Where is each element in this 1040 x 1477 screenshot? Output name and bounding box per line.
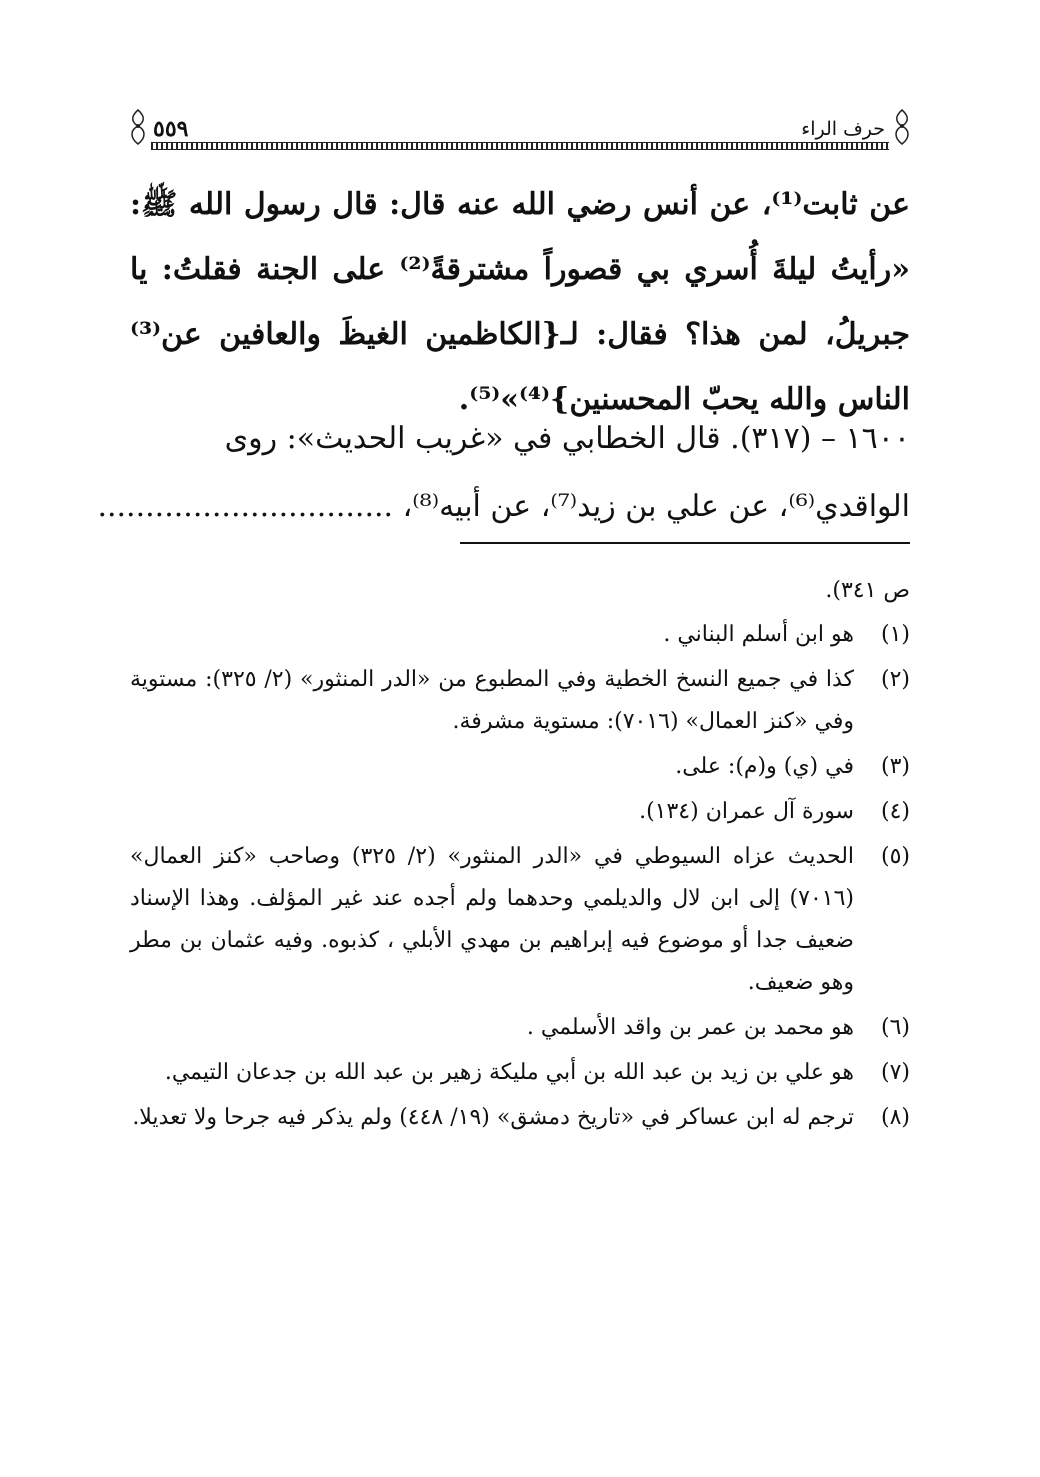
- footnotes: [130, 570, 910, 1142]
- footnote-text: ترجم له ابن عساكر في «تاريخ دمشق» (١٩/ ٤٤٨) ولم يذكر فيه جرحا ولا تعديلا.: [132, 1105, 854, 1130]
- ornament-icon: [125, 108, 151, 146]
- footnote-item: [130, 614, 910, 656]
- footnote-separator: [460, 542, 910, 544]
- footnote-item: [130, 1052, 910, 1094]
- footnote-number: (٧): [880, 1060, 910, 1085]
- header-rule: [151, 142, 889, 150]
- footnote-continuation: ص ٣٤١).: [825, 578, 910, 603]
- entry-line-2: الواقدي⁽⁶⁾، عن علي بن زيد⁽⁷⁾، عن أبيه⁽⁸⁾، ...............................: [97, 489, 910, 524]
- footnote-text: سورة آل عمران (١٣٤).: [639, 799, 854, 824]
- footnote-number: (٢): [880, 667, 910, 692]
- footnote-text: هو ابن أسلم البناني .: [663, 622, 854, 647]
- page-header: [125, 108, 915, 152]
- footnote-text: الحديث عزاه السيوطي في «الدر المنثور» (٢/ ٣٢٥) وصاحب «كنز العمال» (٧٠١٦) إلى ابن لال والديلمي وحدهما ولم أجده عند غير المؤلف. وهذا الإسناد ضعيف جدا أو موضوع فيه إبراهيم بن مهدي الأبلي ، كذبوه. وفيه عثمان بن مطر وهو ضعيف.: [130, 844, 855, 995]
- footnote-item: [130, 746, 910, 788]
- footnote-text: في (ي) و(م): على.: [675, 754, 854, 779]
- hadith-paragraph: [130, 172, 910, 432]
- footnote-item: [130, 1007, 910, 1049]
- footnote-item: [130, 659, 910, 743]
- hadith-text: عن ثابت⁽¹⁾، عن أنس رضي الله عنه قال: قال رسول الله ﷺ: «رأيتُ ليلةَ أُسري بي قصوراً مشترقةً⁽²⁾ على الجنة فقلتُ: يا جبريلُ، لمن هذا؟ فقال: لـ{الكاظمين الغيظَ والعافين عن⁽³⁾ الناس والله يحبّ المحسنين}⁽⁴⁾»⁽⁵⁾.: [130, 187, 910, 417]
- footnote-number: (١): [880, 622, 910, 647]
- footnote-item: [130, 1097, 910, 1139]
- footnote-number: (٤): [880, 799, 910, 824]
- footnote-number: (٨): [880, 1105, 910, 1130]
- footnote-number: (٣): [880, 754, 910, 779]
- entry-line-1: ١٦٠٠ – (٣١٧). قال الخطابي في «غريب الحديث»: روى: [224, 421, 910, 456]
- footnote-text: هو محمد بن عمر بن واقد الأسلمي .: [526, 1015, 854, 1040]
- footnote-item: [130, 791, 910, 833]
- running-title: حرف الراء: [801, 118, 885, 140]
- entry-paragraph: [97, 405, 910, 541]
- footnote-item: [130, 836, 910, 1004]
- ornament-icon: [889, 108, 915, 146]
- footnote-number: (٥): [880, 844, 910, 869]
- footnote-number: (٦): [880, 1015, 910, 1040]
- footnote-text: هو علي بن زيد بن عبد الله بن أبي مليكة زهير بن عبد الله بن جدعان التيمي.: [164, 1060, 854, 1085]
- page-number: ٥٥٩: [153, 116, 189, 142]
- footnote-text: كذا في جميع النسخ الخطية وفي المطبوع من «الدر المنثور» (٢/ ٣٢٥): مستوية وفي «كنز العمال» (٧٠١٦): مستوية مشرفة.: [130, 667, 855, 734]
